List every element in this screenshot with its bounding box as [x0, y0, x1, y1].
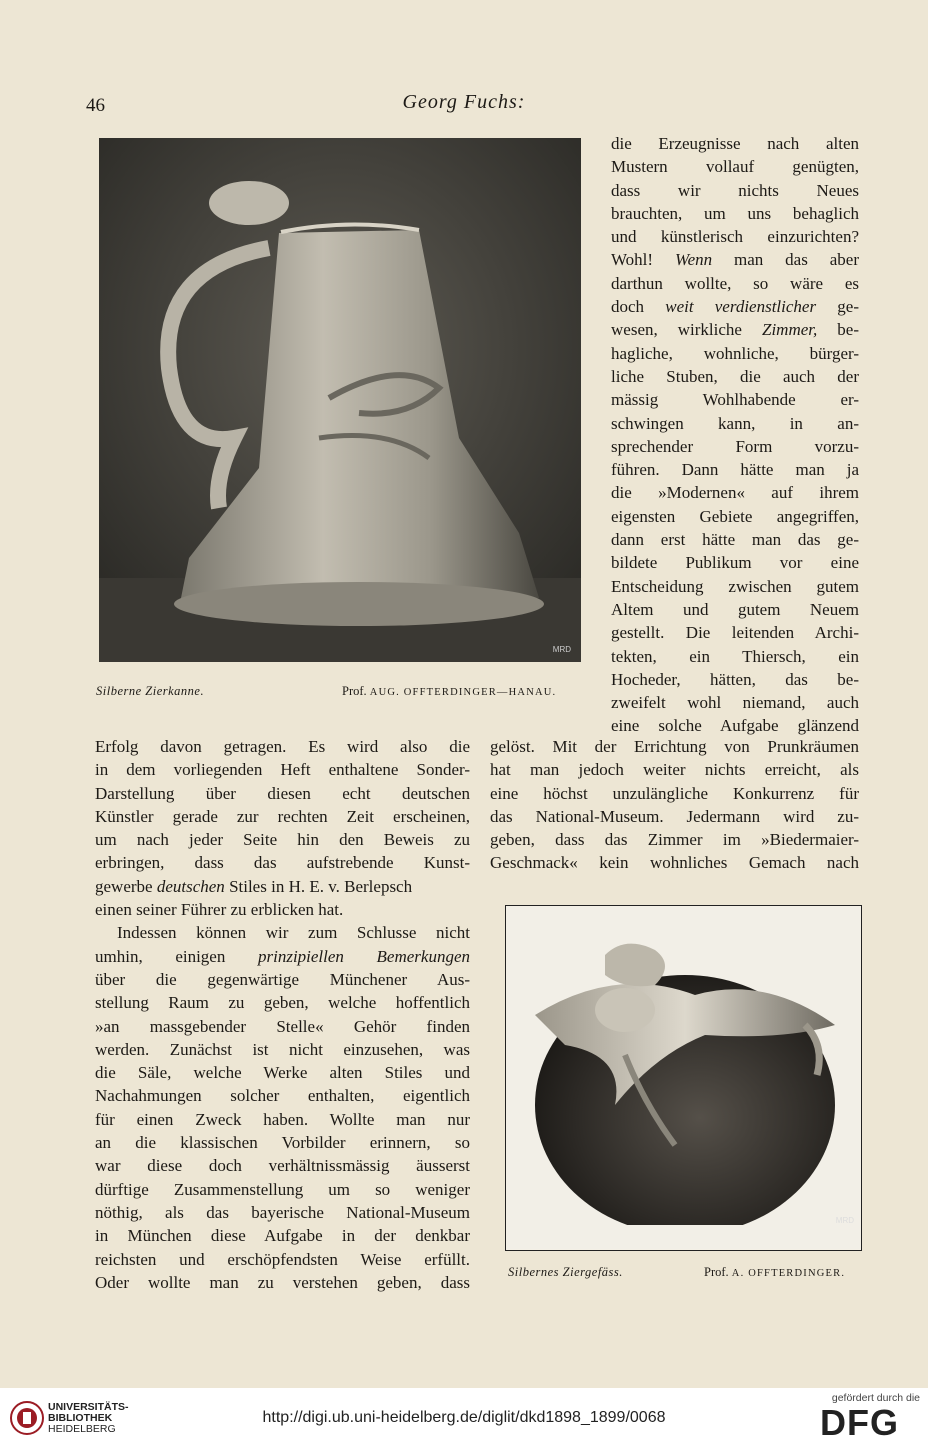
- text-line: Oder wollte man zu verstehen geben, dass: [95, 1272, 470, 1292]
- page-number: 46: [86, 95, 105, 116]
- monogram-vessel: MRD: [835, 1216, 854, 1225]
- dfg-logo: DFG: [820, 1402, 899, 1443]
- text-line: die Säle, welche Werke alten Stiles und: [95, 1063, 470, 1083]
- text-line: umhin, einigen prinzipiellen Bemerkungen: [95, 946, 471, 966]
- emphasis-verdienstlicher: weit verdienstlicher: [665, 297, 817, 317]
- text-line: gestellt. Die leitenden Archi-: [611, 623, 859, 643]
- left-column: [95, 735, 470, 1294]
- text-line: Nachahmungen solcher enthalten, eigentlich: [95, 1086, 470, 1106]
- caption-jug-credit-wrap: [342, 684, 556, 699]
- silver-jug-image: [99, 138, 581, 662]
- figure-jug-plate: [99, 138, 581, 662]
- text-line: wesen, wirkliche Zimmer, be-: [611, 320, 859, 340]
- right-column-top: [611, 132, 859, 738]
- text-line: hagliche, wohnliche, bürger-: [611, 343, 859, 363]
- text-line: in dem vorliegenden Heft enthaltene Sonder-: [95, 760, 470, 780]
- text-line: Geschmack« kein wohnliches Gemach nach: [490, 853, 859, 873]
- text-line: eine solche Aufgabe glänzend: [611, 716, 859, 736]
- text-line: dann erst hätte man das ge-: [611, 530, 859, 550]
- text-line: brauchten, um uns behaglich: [611, 203, 859, 223]
- text-line: mässig Wohlhabende er-: [611, 390, 859, 410]
- text-line: für einen Zweck haben. Wollte man nur: [95, 1109, 470, 1129]
- text-line: war diese doch verhältnissmässig äusserst: [95, 1156, 470, 1176]
- text-line: gewerbe deutschen Stiles in H. E. v. Berlepsch: [95, 876, 413, 896]
- caption-vessel-credit: A. OFFTERDINGER.: [731, 1268, 846, 1279]
- caption-vessel-credit-prefix: Prof.: [704, 1265, 729, 1279]
- source-url-link[interactable]: http://digi.ub.uni-heidelberg.de/diglit/dkd1898_1899/0068: [262, 1409, 666, 1426]
- library-line-1: UNIVERSITÄTS-: [48, 1401, 129, 1413]
- monogram-jug: MRD: [552, 645, 571, 654]
- text-line: Hocheder, hätten, das be-: [611, 669, 859, 689]
- caption-jug-credit: AUG. OFFTERDINGER—HANAU.: [369, 687, 557, 698]
- text-line: doch weit verdienstlicher ge-: [611, 297, 859, 317]
- right-column-middle: [490, 735, 859, 875]
- funding-note: gefördert durch die: [831, 1392, 920, 1404]
- text-line: Darstellung über diesen echt deutschen: [95, 783, 470, 803]
- text-line: Entscheidung zwischen gutem: [611, 576, 859, 596]
- text-line: gelöst. Mit der Errichtung von Prunkräumen: [490, 737, 859, 756]
- caption-vessel-title: Silbernes Ziergefäss.: [508, 1265, 623, 1279]
- text-line: einen seiner Führer zu erblicken hat.: [95, 900, 344, 920]
- text-line: über die gegenwärtige Münchener Aus-: [95, 969, 470, 989]
- text-line: eigensten Gebiete angegriffen,: [611, 506, 859, 526]
- text-line: sprechender Form vorzu-: [611, 436, 859, 456]
- text-line: das National-Museum. Jedermann wird zu-: [490, 806, 859, 826]
- emphasis-bemerkungen: prinzipiellen Bemerkungen: [257, 946, 471, 966]
- text-line: dass wir nichts Neues: [611, 180, 859, 200]
- emphasis-wenn: Wenn: [674, 250, 713, 270]
- text-line: in München diese Aufgabe in der denkbar: [95, 1226, 470, 1246]
- text-line: Indessen können wir zum Schlusse nicht: [117, 923, 470, 943]
- text-line: führen. Dann hätte man ja: [611, 460, 859, 480]
- text-line: Künstler gerade zur rechten Zeit erscheinen,: [95, 806, 470, 826]
- text-line: und künstlerisch einzurichten?: [611, 227, 859, 247]
- text-line: erbringen, dass das aufstrebende Kunst-: [95, 853, 470, 873]
- text-line: zweifelt wohl niemand, auch: [611, 693, 859, 713]
- caption-jug-title: Silberne Zierkanne.: [96, 684, 205, 698]
- text-line: liche Stuben, die auch der: [611, 366, 859, 386]
- text-line: Mustern vollauf genügten,: [611, 157, 859, 177]
- text-line: reichsten und erschöpfendsten Weise erfüllt.: [95, 1249, 470, 1269]
- text-line: werden. Zunächst ist nicht einzusehen, was: [95, 1039, 470, 1059]
- figure-vessel-plate: [505, 905, 862, 1251]
- text-line: die »Modernen« auf ihrem: [611, 483, 859, 503]
- text-line: bildete Publikum vor eine: [611, 553, 859, 573]
- text-line: »an massgebender Stelle« Gehör finden: [95, 1016, 470, 1036]
- text-line: hat man jedoch weiter nichts erreicht, als: [490, 760, 859, 780]
- caption-vessel: [508, 1265, 862, 1280]
- text-line: um nach jeder Seite hin den Beweis zu: [95, 830, 470, 850]
- text-line: nöthig, als das bayerische National-Museum: [95, 1202, 470, 1222]
- caption-jug: [96, 684, 581, 699]
- text-line: Altem und gutem Neuem: [611, 599, 859, 619]
- caption-jug-credit-prefix: Prof.: [342, 684, 367, 698]
- caption-vessel-credit-wrap: [704, 1265, 845, 1280]
- emphasis-deutschen: deutschen: [156, 876, 225, 896]
- text-line: darthun wollte, so wäre es: [611, 273, 859, 293]
- text-line: schwingen kann, in an-: [611, 413, 859, 433]
- text-line: Erfolg davon getragen. Es wird also die: [95, 737, 470, 756]
- library-line-3: HEIDELBERG: [48, 1423, 116, 1435]
- running-title: Georg Fuchs:: [402, 91, 526, 113]
- text-line: geben, dass das Zimmer im »Biedermaier-: [490, 830, 859, 850]
- text-line: eine höchst unzulängliche Konkurrenz für: [490, 783, 859, 803]
- emphasis-zimmer: Zimmer,: [761, 320, 818, 340]
- library-line-2: BIBLIOTHEK: [48, 1412, 113, 1424]
- text-line: stellung Raum zu geben, welche hoffentlich: [95, 993, 470, 1013]
- text-line: dürftige Zusammenstellung um so weniger: [95, 1179, 470, 1199]
- text-line: die Erzeugnisse nach alten: [611, 134, 859, 153]
- text-line: tekten, ein Thiersch, ein: [611, 646, 859, 666]
- silver-vessel-image: [505, 905, 862, 1251]
- text-line: an die klassischen Vorbilder erinnern, so: [95, 1133, 470, 1153]
- text-line: Wohl! Wenn man das aber: [611, 250, 859, 270]
